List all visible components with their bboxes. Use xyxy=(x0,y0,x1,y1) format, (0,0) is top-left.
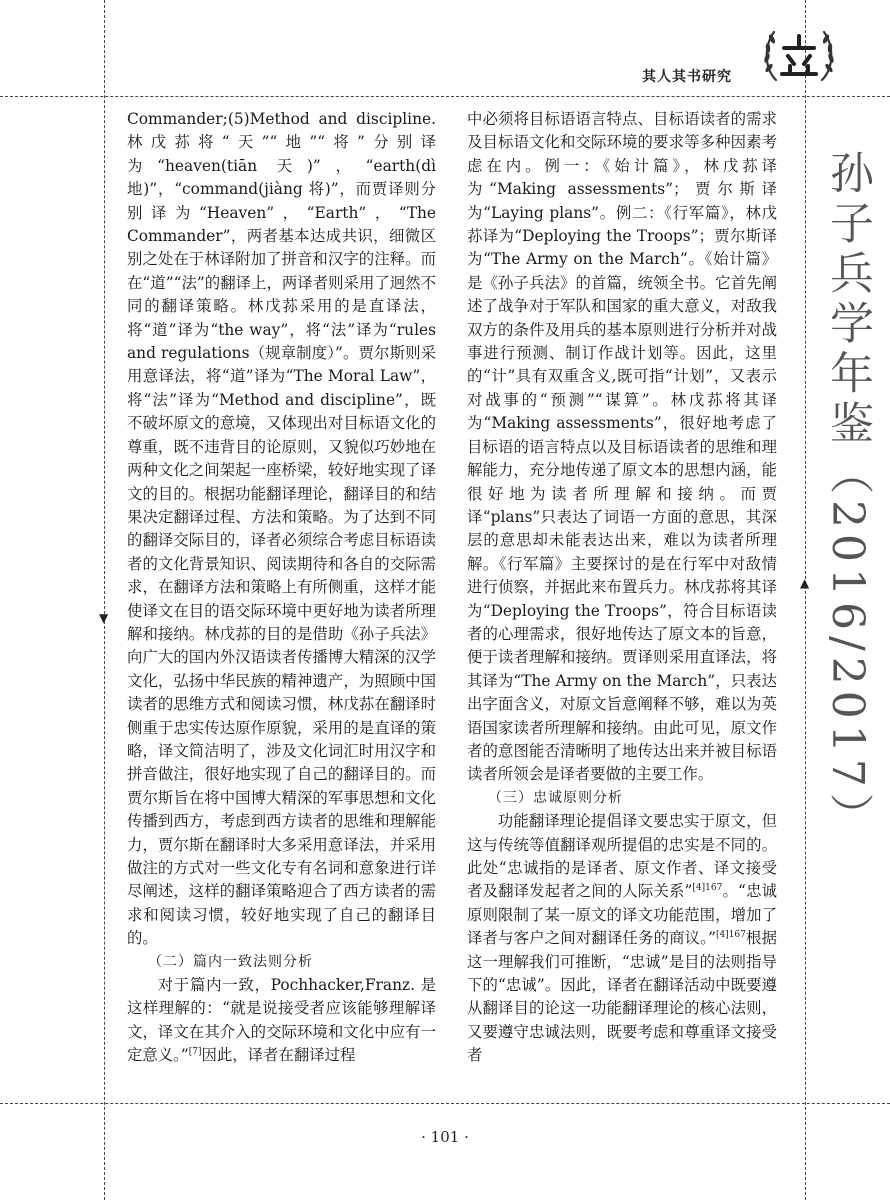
left-text-column xyxy=(127,108,436,1068)
left-margin-guide xyxy=(104,0,105,1200)
right-margin-guide xyxy=(805,0,806,1200)
right-marker-triangle-icon: ▲ xyxy=(800,576,810,590)
paragraph: 中必须将目标语语言特点、目标语读者的需求及目标语文化和交际环境的要求等多种因素考虑在内。例一：《始计篇》，林戊荪译为“Making assessments”；贾尔斯译为“Laying plans”。例二：《行军篇》，林戊荪译为“Deploying the Troops”；贾尔斯译为“The Army on the March”。《始计篇》是《孙子兵法》的首篇，统领全书。它首先阐述了战争对于军队和国家的重大意义，对敌我双方的条件及用兵的基本原则进行分析并对战事进行预测、制订作战计划等。因此，这里的“计”具有双重含义,既可指“计划”，又表示对战事的“预测”“谋算”。林戊荪将其译为“Making assessments”，很好地考虑了目标语的语言特点以及目标语读者的思维和理解能力，充分地传递了原文本的思想内涵，能很好地为读者所理解和接纳。而贾译“plans”只表达了词语一方面的意思，其深层的意思却未能表达出来，难以为读者所理解。《行军篇》主要探讨的是在行军中对敌情进行侦察，并据此来布置兵力。林戊荪将其译为“Deploying the Troops”，符合目标语读者的心理需求，很好地传达了原文本的旨意，便于读者理解和接纳。贾译则采用直译法，将其译为“The Army on the March”，只表达出字面含义，对原文旨意阐释不够，难以为英语国家读者所理解和接纳。由此可见，原文作者的意图能否清晰明了地传达出来并被目标语读者所领会是译者要做的主要工作。 xyxy=(467,110,777,784)
paragraph-text: 根据这一理解我们可推断，“忠诚”是目的法则指导下的“忠诚”。因此，译者在翻译活动中既要遵从翻译目的论这一功能翻译理论的核心法则，又要遵守忠诚法则，既要考虑和尊重译文接受者 xyxy=(467,929,777,1065)
section-heading: （三）忠诚原则分析 xyxy=(488,789,623,806)
running-head: 其人其书研究 xyxy=(642,69,732,85)
paragraph-text: 功能翻译理论提倡译文要忠实于原文，但这与传统等值翻译观所提倡的忠实是不同的。此处“忠诚指的是译者、原文作者、译文接受者及翻译发起者之间的人际关系” xyxy=(467,812,777,901)
paragraph: Commander;(5)Method and discipline. 林戊荪将“天”“地”“将”分别译为“heaven(tiān 天)”，“earth(dì 地)”，“command(jiàng 将)”，而贾译则分别译为“Heaven”，“Earth”，“The Commander”，两者基本达成共识，细微区别之处在于林译附加了拼音和汉字的注释。而在“道”“法”的翻译上，两译者则采用了迥然不同的翻译策略。林戊荪采用的是直译法，将“道”译为“the way”，将“法”译为“rules and regulations（规章制度）”。贾尔斯则采用意译法，将“道”译为“The Moral Law”，将“法”译为“Method and discipline”，既不破坏原文的意境，又体现出对目标语文化的尊重，既不违背目的论原则，又貌似巧妙地在两种文化之间架起一座桥梁，较好地实现了译文的目的。根据功能翻译理论，翻译目的和结果决定翻译过程、方法和策略。为了达到不同的翻译交际目的，译者必须综合考虑目标语读者的文化背景知识、阅读期待和各自的交际需求，在翻译方法和策略上有所侧重，这样才能使译文在目的语交际环境中更好地为读者所理解和接纳。林戊荪的目的是借助《孙子兵法》向广大的国内外汉语读者传播博大精深的汉学文化，弘扬中华民族的精神遗产，为照顾中国读者的思维方式和阅读习惯，林戊荪在翻译时侧重于忠实传达原作原貌，采用的是直译的策略，译文简洁明了，涉及文化词汇时用汉字和拼音做注，很好地实现了自己的翻译目的。而贾尔斯旨在将中国博大精深的军事思想和文化传播到西方，考虑到西方读者的思维和理解能力，贾尔斯在翻译时大多采用意译法，并采用做注的方式对一些文化专有名词和意象进行详尽阐述，这样的翻译策略迎合了西方读者的需求和阅读习惯，较好地实现了自己的翻译目的。 xyxy=(127,110,436,948)
page-number: · 101 · xyxy=(421,1128,469,1146)
paragraph-text: 对于篇内一致，Pochhacker,Franz. 是这样理解的：“就是说接受者应该能够理解译文，译文在其介入的交际环境和文化中应有一定意义。” xyxy=(127,976,436,1065)
citation-ref: [7] xyxy=(188,1047,202,1058)
citation-ref: [4]167 xyxy=(715,930,746,941)
paragraph xyxy=(467,810,777,1067)
bottom-margin-guide xyxy=(0,1103,890,1104)
citation-ref: [4]167 xyxy=(692,883,723,894)
paragraph-text: 因此，译者在翻译过程 xyxy=(201,1046,356,1065)
side-title: 孙子兵学年鉴（2016/2017） xyxy=(822,150,873,843)
section-heading: （二）篇内一致法则分析 xyxy=(148,953,313,970)
paragraph xyxy=(127,974,436,1068)
top-margin-guide xyxy=(0,96,890,97)
journal-emblem-icon xyxy=(760,18,838,90)
right-text-column xyxy=(467,108,777,1068)
paragraph-text: 。“忠诚原则限制了某一原文的译文功能范围，增加了译者与客户之间对翻译任务的商议。” xyxy=(467,882,777,948)
left-marker-triangle-icon: ▼ xyxy=(99,611,109,625)
